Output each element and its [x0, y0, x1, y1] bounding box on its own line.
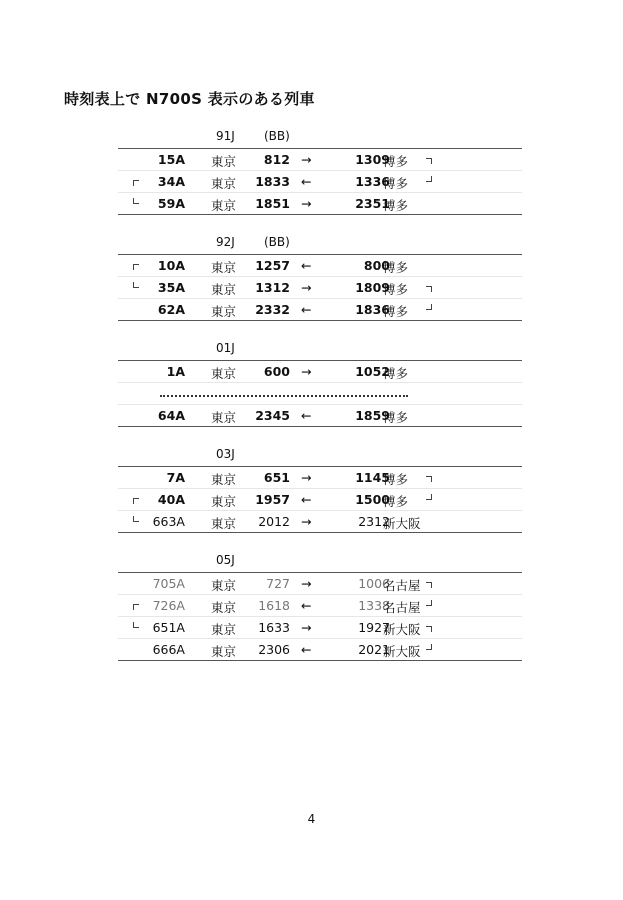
train-number: 34A	[157, 174, 185, 189]
train-block-05j	[118, 550, 522, 661]
direction-arrow: ←	[301, 408, 312, 423]
destination-station: 博多	[383, 304, 409, 319]
destination-station: 博多	[383, 260, 409, 275]
direction-arrow: ←	[301, 492, 312, 507]
link-bracket-left	[133, 516, 139, 522]
train-number: 705A	[152, 576, 185, 591]
train-number: 726A	[152, 598, 185, 613]
link-bracket-right	[426, 582, 432, 588]
unit-code: 01J	[216, 341, 235, 355]
destination-station: 博多	[383, 282, 409, 297]
train-block-03j	[118, 444, 522, 533]
direction-arrow: ←	[301, 258, 312, 273]
link-bracket-right	[426, 494, 432, 500]
arrival-time: 1927	[358, 620, 390, 635]
destination-station: 新大阪	[383, 644, 421, 659]
train-row	[118, 171, 522, 193]
unit-code: 92J	[216, 235, 235, 249]
train-row	[118, 405, 522, 427]
train-number: 62A	[157, 302, 185, 317]
block-header	[118, 232, 522, 255]
arrival-time: 2312	[358, 514, 390, 529]
train-block-01j	[118, 338, 522, 427]
origin-station: 東京	[211, 410, 237, 425]
destination-station: 名古屋	[383, 578, 421, 593]
dotted-leader	[160, 395, 408, 397]
destination-station: 博多	[383, 176, 409, 191]
train-row	[118, 299, 522, 321]
destination-station: 博多	[383, 410, 409, 425]
origin-station: 東京	[211, 600, 237, 615]
train-number: 651A	[152, 620, 185, 635]
destination-station: 新大阪	[383, 516, 421, 531]
link-bracket-right	[426, 304, 432, 310]
departure-time: 1618	[258, 598, 290, 613]
arrival-time: 1052	[355, 364, 390, 379]
departure-time: 1851	[255, 196, 290, 211]
direction-arrow: →	[301, 470, 312, 485]
destination-station: 博多	[383, 198, 409, 213]
train-number: 35A	[157, 280, 185, 295]
direction-arrow: →	[301, 514, 312, 529]
departure-time: 1312	[255, 280, 290, 295]
block-header	[118, 550, 522, 573]
link-bracket-left	[133, 180, 139, 186]
link-bracket-left	[133, 264, 139, 270]
destination-station: 博多	[383, 472, 409, 487]
destination-station: 博多	[383, 154, 409, 169]
unit-code: 03J	[216, 447, 235, 461]
origin-station: 東京	[211, 578, 237, 593]
origin-station: 東京	[211, 198, 237, 213]
page-number: 4	[307, 812, 316, 826]
train-number: 663A	[152, 514, 185, 529]
arrival-time: 1500	[355, 492, 390, 507]
omitted-rows-dotted-line	[118, 383, 522, 405]
origin-station: 東京	[211, 176, 237, 191]
link-bracket-left	[133, 198, 139, 204]
origin-station: 東京	[211, 516, 237, 531]
link-bracket-right	[426, 158, 432, 164]
arrival-time: 2351	[355, 196, 390, 211]
train-number: 15A	[157, 152, 185, 167]
link-bracket-right	[426, 600, 432, 606]
page-title: 時刻表上で N700S 表示のある列車	[64, 90, 315, 108]
origin-station: 東京	[211, 366, 237, 381]
arrival-time: 1336	[355, 174, 390, 189]
train-block-92j	[118, 232, 522, 321]
arrival-time: 1006	[358, 576, 390, 591]
link-bracket-left	[133, 282, 139, 288]
departure-time: 2012	[258, 514, 290, 529]
arrival-time: 800	[363, 258, 390, 273]
direction-arrow: ←	[301, 302, 312, 317]
block-header	[118, 444, 522, 467]
destination-station: 新大阪	[383, 622, 421, 637]
destination-station: 名古屋	[383, 600, 421, 615]
arrival-time: 2021	[358, 642, 390, 657]
origin-station: 東京	[211, 282, 237, 297]
train-row	[118, 467, 522, 489]
train-row	[118, 361, 522, 383]
train-block-91j	[118, 126, 522, 215]
departure-time: 2332	[255, 302, 290, 317]
train-row	[118, 149, 522, 171]
train-row	[118, 277, 522, 299]
direction-arrow: →	[301, 196, 312, 211]
block-header	[118, 126, 522, 149]
direction-arrow: ←	[301, 174, 312, 189]
departure-time: 600	[263, 364, 290, 379]
departure-time: 812	[263, 152, 290, 167]
train-number: 10A	[157, 258, 185, 273]
departure-time: 2345	[255, 408, 290, 423]
train-number: 40A	[157, 492, 185, 507]
direction-arrow: →	[301, 620, 312, 635]
block-header	[118, 338, 522, 361]
direction-arrow: →	[301, 280, 312, 295]
origin-station: 東京	[211, 644, 237, 659]
arrival-time: 1859	[355, 408, 390, 423]
link-bracket-right	[426, 286, 432, 292]
link-bracket-left	[133, 622, 139, 628]
train-row	[118, 489, 522, 511]
arrival-time: 1809	[355, 280, 390, 295]
origin-station: 東京	[211, 304, 237, 319]
train-number: 59A	[157, 196, 185, 211]
unit-code: 05J	[216, 553, 235, 567]
link-bracket-right	[426, 176, 432, 182]
origin-station: 東京	[211, 622, 237, 637]
unit-tag: (BB)	[264, 235, 290, 249]
train-number: 7A	[166, 470, 185, 485]
train-row	[118, 595, 522, 617]
destination-station: 博多	[383, 494, 409, 509]
direction-arrow: →	[301, 364, 312, 379]
train-row	[118, 511, 522, 533]
arrival-time: 1145	[355, 470, 390, 485]
arrival-time: 1836	[355, 302, 390, 317]
train-row	[118, 639, 522, 661]
departure-time: 727	[266, 576, 290, 591]
departure-time: 1957	[255, 492, 290, 507]
direction-arrow: →	[301, 152, 312, 167]
direction-arrow: ←	[301, 642, 312, 657]
departure-time: 2306	[258, 642, 290, 657]
train-number: 666A	[152, 642, 185, 657]
departure-time: 1257	[255, 258, 290, 273]
train-number: 1A	[166, 364, 185, 379]
departure-time: 1633	[258, 620, 290, 635]
destination-station: 博多	[383, 366, 409, 381]
arrival-time: 1309	[355, 152, 390, 167]
origin-station: 東京	[211, 472, 237, 487]
link-bracket-right	[426, 476, 432, 482]
train-row	[118, 193, 522, 215]
origin-station: 東京	[211, 260, 237, 275]
departure-time: 1833	[255, 174, 290, 189]
departure-time: 651	[263, 470, 290, 485]
direction-arrow: ←	[301, 598, 312, 613]
train-row	[118, 255, 522, 277]
arrival-time: 1338	[358, 598, 390, 613]
link-bracket-left	[133, 498, 139, 504]
train-number: 64A	[157, 408, 185, 423]
link-bracket-right	[426, 644, 432, 650]
link-bracket-right	[426, 626, 432, 632]
unit-code: 91J	[216, 129, 235, 143]
origin-station: 東京	[211, 494, 237, 509]
origin-station: 東京	[211, 154, 237, 169]
unit-tag: (BB)	[264, 129, 290, 143]
train-row	[118, 573, 522, 595]
train-row	[118, 617, 522, 639]
link-bracket-left	[133, 604, 139, 610]
direction-arrow: →	[301, 576, 312, 591]
